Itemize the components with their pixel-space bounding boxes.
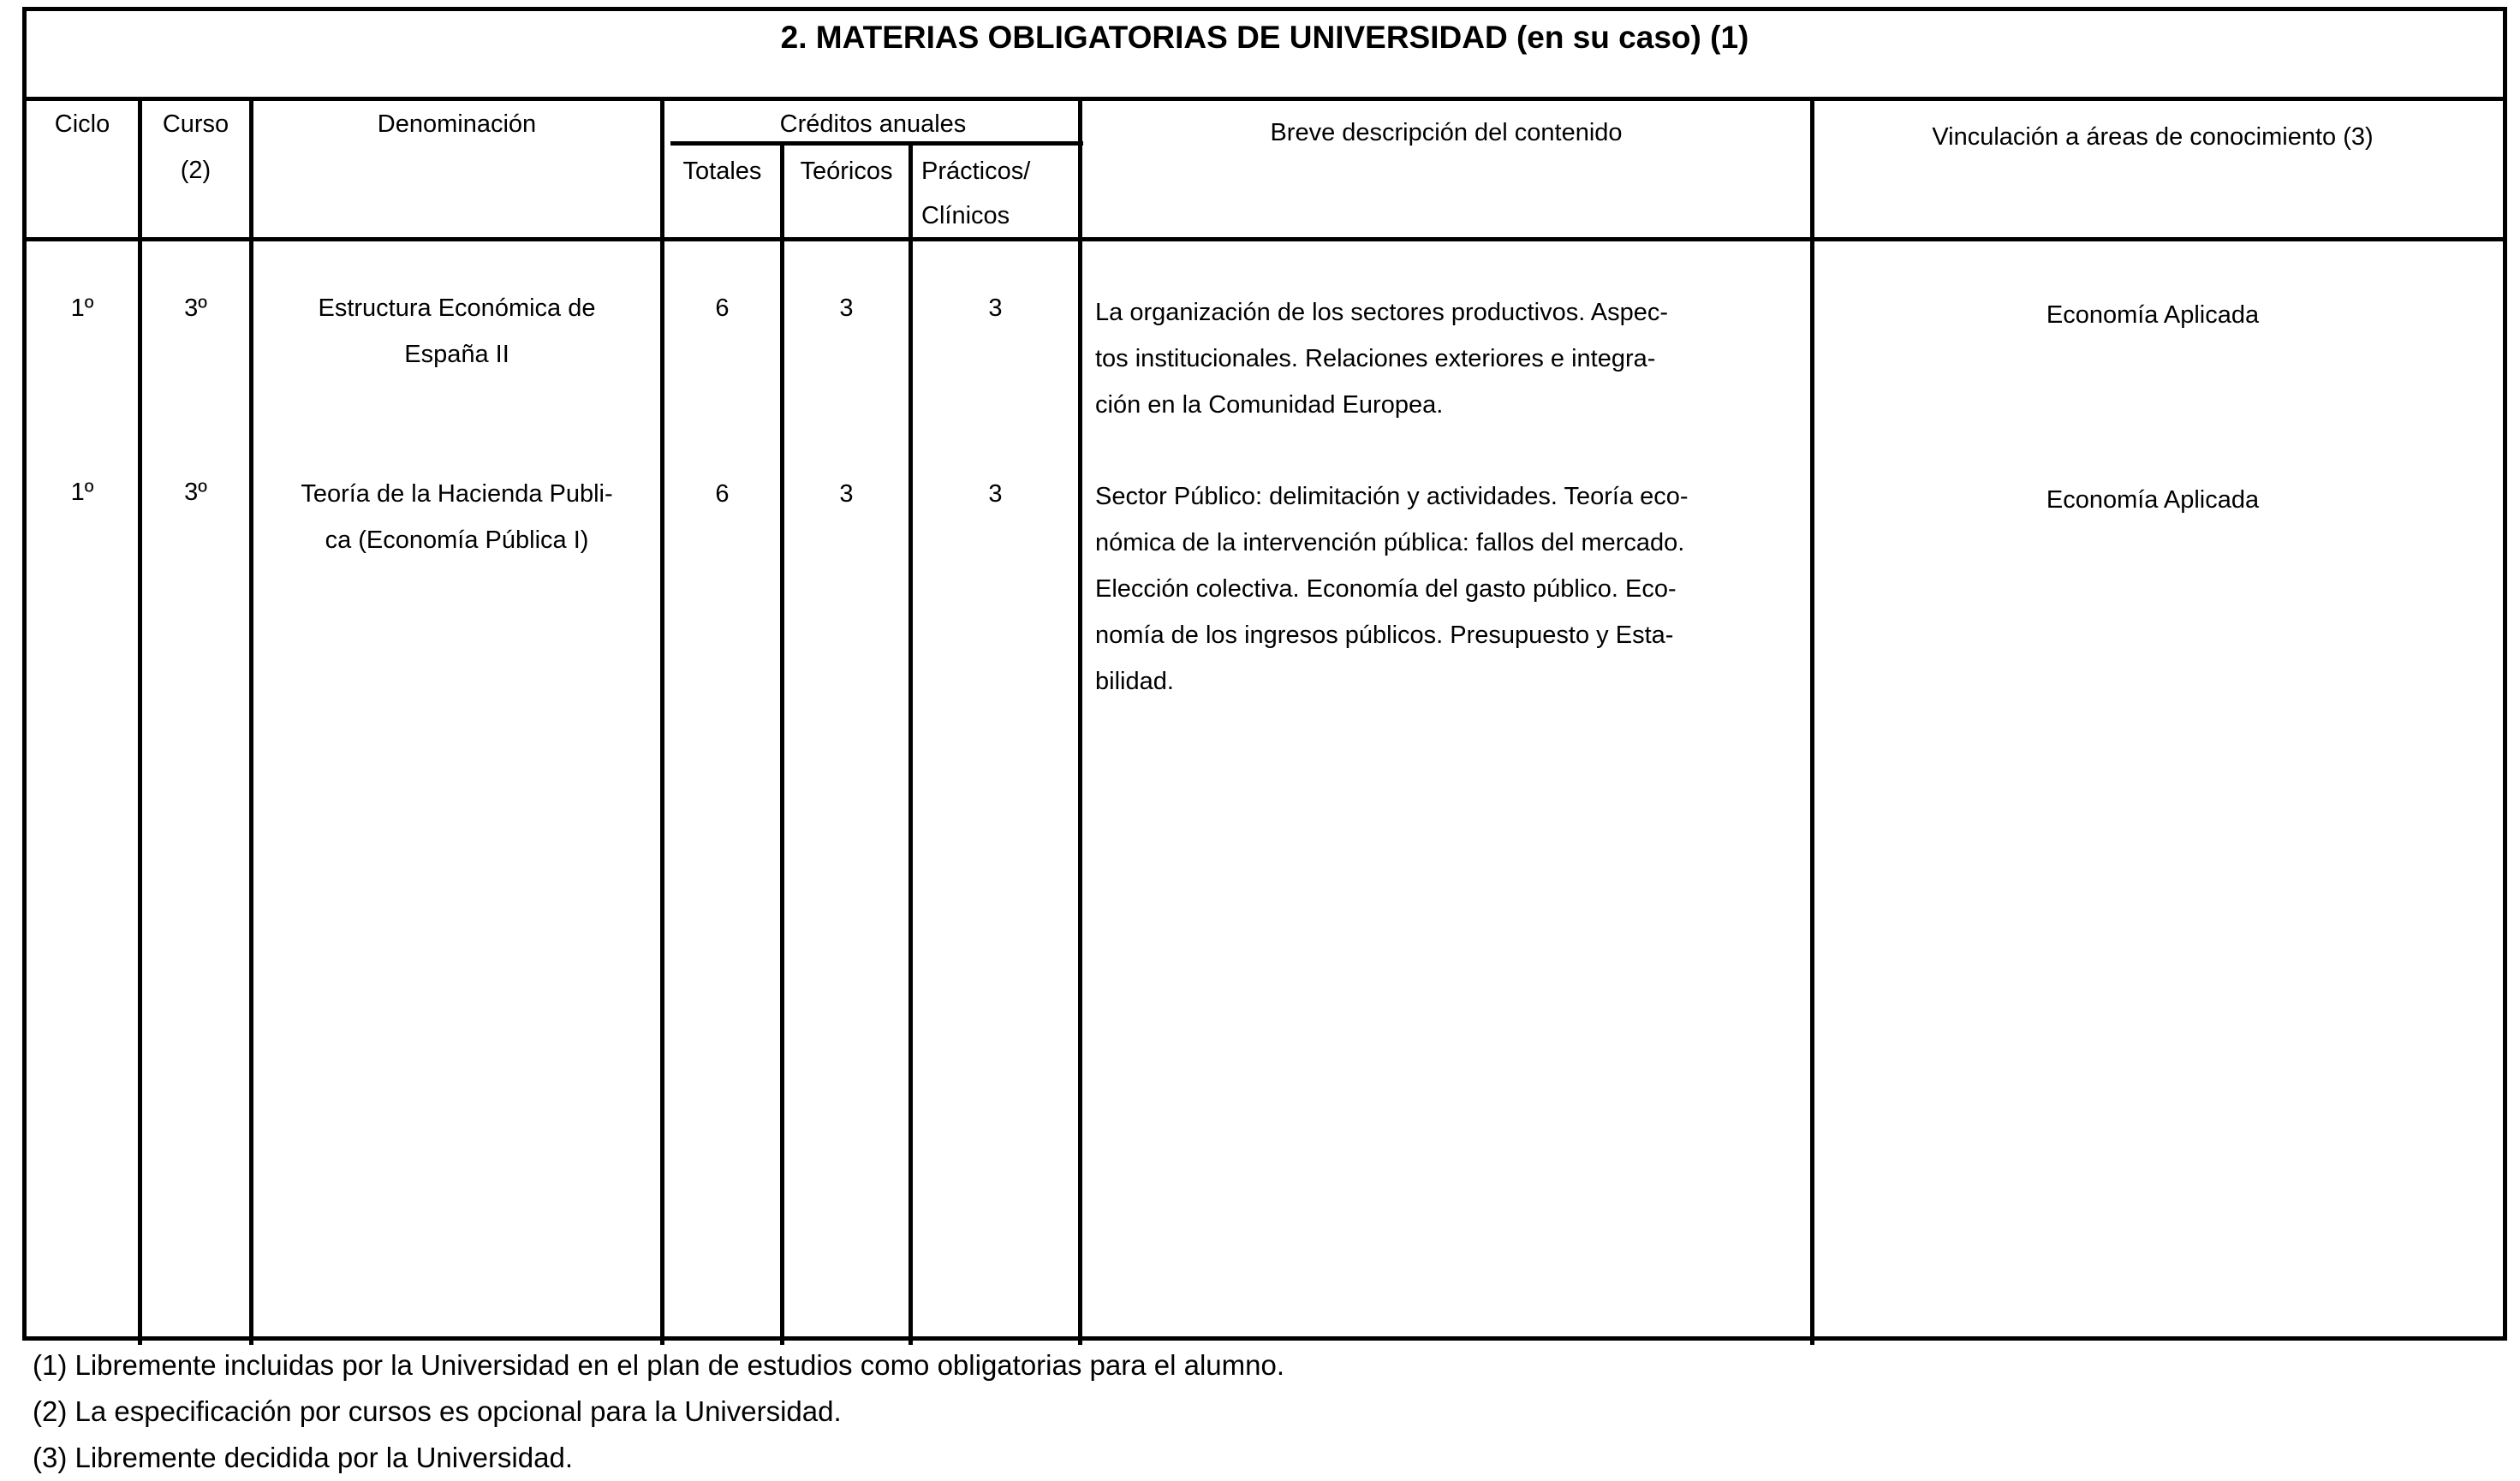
col-divider: [138, 97, 142, 1345]
footnote-3: (3) Libremente decidida por la Universidad.: [33, 1442, 573, 1473]
row1-descripcion-line3: ción en la Comunidad Europea.: [1095, 391, 1444, 419]
header-curso: Curso: [162, 110, 229, 138]
subjects-table: [22, 7, 2507, 1341]
row1-vinculacion: Economía Aplicada: [2046, 301, 2260, 329]
footnote-2: (2) La especificación por cursos es opcional para la Universidad.: [33, 1395, 842, 1427]
row1-ciclo: 1º: [70, 294, 94, 322]
col-divider: [1078, 97, 1082, 1345]
row2-curso: 3º: [184, 479, 207, 506]
row2-descripcion-line1: Sector Público: delimitación y actividades. Teoría eco-: [1095, 483, 1689, 510]
header-teoricos: Teóricos: [800, 158, 893, 185]
header-curso-note: (2): [180, 157, 211, 184]
row2-descripcion-line2: nómica de la intervención pública: fallos del mercado.: [1095, 529, 1685, 556]
row1-descripcion-line2: tos institucionales. Relaciones exteriores e integra-: [1095, 345, 1656, 372]
row2-ciclo: 1º: [70, 479, 94, 506]
header-ciclo: Ciclo: [54, 110, 110, 138]
row2-totales: 6: [715, 480, 730, 508]
header-clinicos: Clínicos: [921, 202, 1010, 229]
row1-teoricos: 3: [839, 294, 854, 322]
row2-practicos: 3: [988, 480, 1003, 508]
row2-teoricos: 3: [839, 480, 854, 508]
row2-descripcion-line3: Elección colectiva. Economía del gasto público. Eco-: [1095, 575, 1677, 603]
header-totales: Totales: [682, 158, 762, 185]
row2-vinculacion: Economía Aplicada: [2046, 486, 2260, 514]
row1-denominacion-line1: Estructura Económica de: [318, 294, 596, 322]
header-descripcion: Breve descripción del contenido: [1270, 119, 1623, 146]
col-divider: [660, 97, 664, 1345]
header-vinculacion: Vinculación a áreas de conocimiento (3): [1932, 123, 2374, 151]
row1-denominacion-line2: España II: [404, 341, 509, 368]
col-divider: [249, 97, 253, 1345]
header-creditos: Créditos anuales: [779, 110, 967, 138]
row1-curso: 3º: [184, 294, 207, 322]
row1-practicos: 3: [988, 294, 1003, 322]
row1-descripcion-line1: La organización de los sectores productivos. Aspec-: [1095, 299, 1668, 326]
header-divider: [27, 237, 2503, 241]
row2-descripcion-line4: nomía de los ingresos públicos. Presupuesto y Esta-: [1095, 622, 1674, 649]
row2-denominacion-line1: Teoría de la Hacienda Publi-: [301, 480, 613, 508]
header-practicos: Prácticos/: [921, 158, 1031, 185]
footnote-1: (1) Libremente incluidas por la Universidad en el plan de estudios como obligatorias para el alumno.: [33, 1349, 1284, 1381]
row1-totales: 6: [715, 294, 730, 322]
col-divider: [1810, 97, 1814, 1345]
table-title: 2. MATERIAS OBLIGATORIAS DE UNIVERSIDAD (en su caso) (1): [27, 11, 2503, 101]
header-denominacion: Denominación: [377, 110, 537, 138]
row2-denominacion-line2: ca (Economía Pública I): [325, 526, 589, 554]
row2-descripcion-line5: bilidad.: [1095, 668, 1174, 695]
